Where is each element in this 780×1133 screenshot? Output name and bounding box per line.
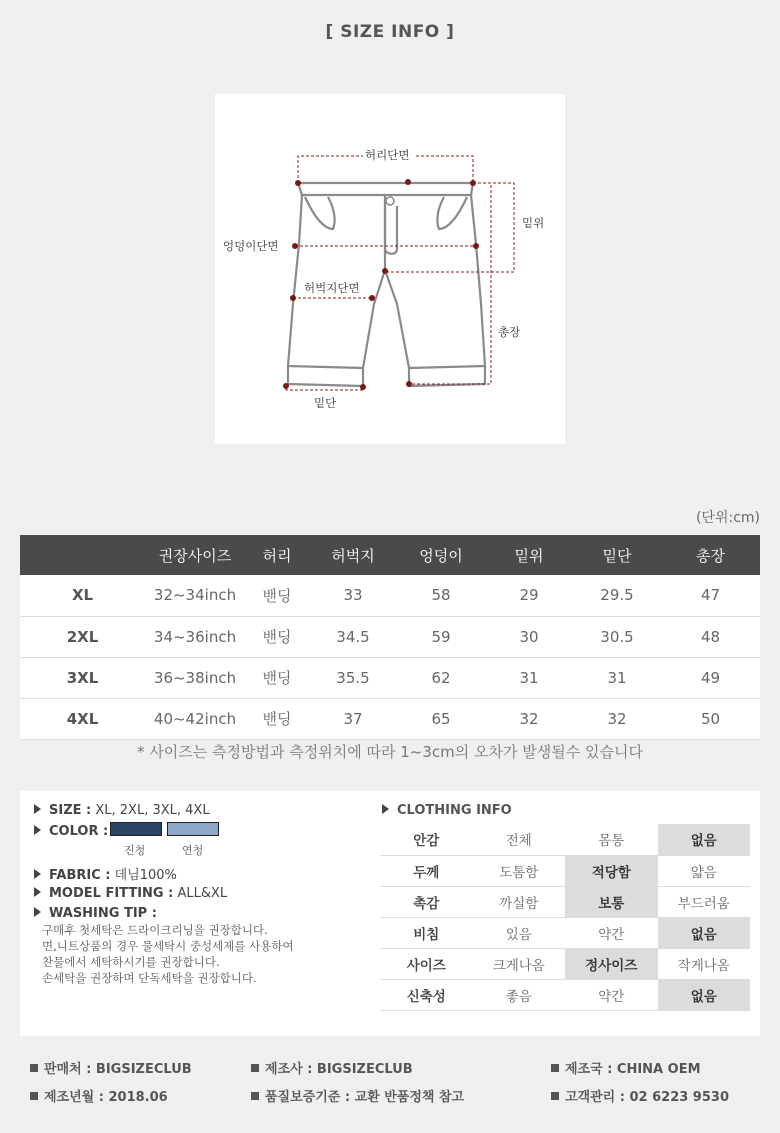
table-cell: 50 [661,698,760,739]
spec-model [34,886,227,901]
thigh-label: 허벅지단면 [304,281,360,295]
size-cell: 4XL [20,698,145,739]
clothing-info-option: 까실함 [473,886,566,917]
footer-date-text: 제조년월 : 2018.06 [44,1090,168,1105]
clothing-info-label: 사이즈 [380,948,473,979]
clothing-info-row [380,917,750,948]
clothing-info-option: 몸통 [565,824,658,855]
header-recommended: 권장사이즈 [145,535,245,575]
clothing-info-option: 있음 [473,917,566,948]
clothing-info-label: 비침 [380,917,473,948]
table-cell: 33 [309,575,397,616]
footer-country-text: 제조국 : CHINA OEM [565,1062,701,1077]
rise-label: 밑위 [522,216,545,230]
table-cell: 30 [485,616,573,657]
header-hip: 엉덩이 [397,535,485,575]
table-row [20,575,760,616]
spec-size-label: SIZE : [49,803,92,818]
spec-washing [34,906,157,921]
bullet-square-icon [30,1064,38,1072]
washing-tip-line: 손세탁을 권장하며 단독세탁을 권장합니다. [42,971,257,985]
header-size [20,535,145,575]
size-cell: 2XL [20,616,145,657]
clothing-info-row [380,824,750,855]
clothing-info-option-selected: 없음 [658,824,751,855]
size-cell: 3XL [20,657,145,698]
header-length: 총장 [661,535,760,575]
table-cell: 32 [573,698,661,739]
footer-manufacturer [251,1058,413,1077]
clothing-info-option: 부드러움 [658,886,751,917]
table-cell: 밴딩 [245,698,309,739]
spec-size-value: XL, 2XL, 3XL, 4XL [95,803,210,818]
shorts-illustration [215,94,565,444]
size-cell: XL [20,575,145,616]
clothing-info-row [380,948,750,979]
spec-color [34,824,108,839]
table-row [20,698,760,739]
bullet-square-icon [30,1092,38,1100]
color-name-dark: 진청 [124,844,146,857]
page-title: [ SIZE INFO ] [325,22,455,42]
clothing-info-label: 신축성 [380,979,473,1010]
footer-seller [30,1058,192,1077]
clothing-info-option: 전체 [473,824,566,855]
bullet-triangle-icon [34,869,41,879]
clothing-info-title-text: CLOTHING INFO [397,803,512,818]
hip-label: 엉덩이단면 [223,239,279,253]
table-cell: 36~38inch [145,657,245,698]
footer-service-text: 고객관리 : 02 6223 9530 [565,1090,729,1105]
washing-tip-line: 면,니트상품의 경우 물세탁시 중성세제를 사용하여 [42,939,294,953]
clothing-info-option: 도톰함 [473,855,566,886]
table-cell: 59 [397,616,485,657]
table-cell: 48 [661,616,760,657]
color-swatch-light [167,822,219,836]
table-cell: 40~42inch [145,698,245,739]
clothing-info-table [380,824,750,1011]
spec-model-value: ALL&XL [177,886,228,901]
size-table [20,535,760,740]
clothing-info-row [380,979,750,1010]
table-cell: 밴딩 [245,616,309,657]
table-cell: 30.5 [573,616,661,657]
spec-fabric-label: FABRIC : [49,868,111,883]
footer-seller-text: 판매처 : BIGSIZECLUB [44,1062,192,1077]
bullet-triangle-icon [34,907,41,917]
spec-color-label: COLOR : [49,824,109,839]
color-swatch-dark [110,822,162,836]
header-rise: 밑위 [485,535,573,575]
measurement-note: * 사이즈는 측정방법과 측정위치에 따라 1~3cm의 오차가 발생될수 있습니다 [137,743,643,761]
bullet-square-icon [551,1064,559,1072]
table-row [20,616,760,657]
clothing-info-title [382,803,512,818]
clothing-info-row [380,886,750,917]
table-cell: 34~36inch [145,616,245,657]
bullet-triangle-icon [382,804,389,814]
clothing-info-option: 크게나옴 [473,948,566,979]
color-name-light: 연청 [182,844,204,857]
clothing-info-option: 좋음 [473,979,566,1010]
footer-warranty [251,1086,464,1105]
washing-tip-line: 구매후 첫세탁은 드라이크리닝을 권장합니다. [42,923,268,937]
table-cell: 31 [573,657,661,698]
spec-size [34,803,210,818]
table-cell: 밴딩 [245,575,309,616]
clothing-info-option-selected: 없음 [658,979,751,1010]
table-cell: 29 [485,575,573,616]
clothing-info-option-selected: 적당함 [565,855,658,886]
footer-country [551,1058,701,1077]
clothing-info-option: 얇음 [658,855,751,886]
table-row [20,657,760,698]
length-label: 총장 [498,325,521,339]
clothing-info-option: 약간 [565,979,658,1010]
footer-manufacturer-text: 제조사 : BIGSIZECLUB [265,1062,413,1077]
bullet-triangle-icon [34,804,41,814]
hem-label: 밑단 [314,396,337,410]
clothing-info-label: 촉감 [380,886,473,917]
clothing-info-option-selected: 보통 [565,886,658,917]
bullet-triangle-icon [34,887,41,897]
header-thigh: 허벅지 [309,535,397,575]
header-waist: 허리 [245,535,309,575]
clothing-info-option: 작게나옴 [658,948,751,979]
clothing-info-label: 안감 [380,824,473,855]
clothing-info-option: 약간 [565,917,658,948]
table-cell: 밴딩 [245,657,309,698]
spec-model-label: MODEL FITTING : [49,886,174,901]
bullet-triangle-icon [34,825,41,835]
product-info-box [20,791,760,1036]
waist-label: 허리단면 [365,148,410,162]
bullet-square-icon [251,1092,259,1100]
table-cell: 31 [485,657,573,698]
table-cell: 62 [397,657,485,698]
spec-washing-label: WASHING TIP : [49,906,157,921]
table-cell: 49 [661,657,760,698]
table-cell: 47 [661,575,760,616]
size-table-header [20,535,760,575]
size-diagram [215,94,565,444]
footer-service [551,1086,729,1105]
clothing-info-option-selected: 없음 [658,917,751,948]
footer-date [30,1086,168,1105]
spec-fabric-value: 데님100% [114,868,177,883]
table-cell: 29.5 [573,575,661,616]
clothing-info-label: 두께 [380,855,473,886]
table-cell: 34.5 [309,616,397,657]
table-cell: 65 [397,698,485,739]
washing-tip-line: 찬물에서 세탁하시기를 권장합니다. [42,955,220,969]
table-cell: 32 [485,698,573,739]
table-cell: 58 [397,575,485,616]
clothing-info-row [380,855,750,886]
spec-fabric [34,864,177,883]
header-hem: 밑단 [573,535,661,575]
footer-warranty-text: 품질보증기준 : 교환 반품정책 참고 [265,1090,465,1105]
bullet-square-icon [251,1064,259,1072]
bullet-square-icon [551,1092,559,1100]
unit-label: (단위:cm) [695,510,760,526]
table-cell: 37 [309,698,397,739]
table-cell: 32~34inch [145,575,245,616]
table-cell: 35.5 [309,657,397,698]
clothing-info-option-selected: 정사이즈 [565,948,658,979]
